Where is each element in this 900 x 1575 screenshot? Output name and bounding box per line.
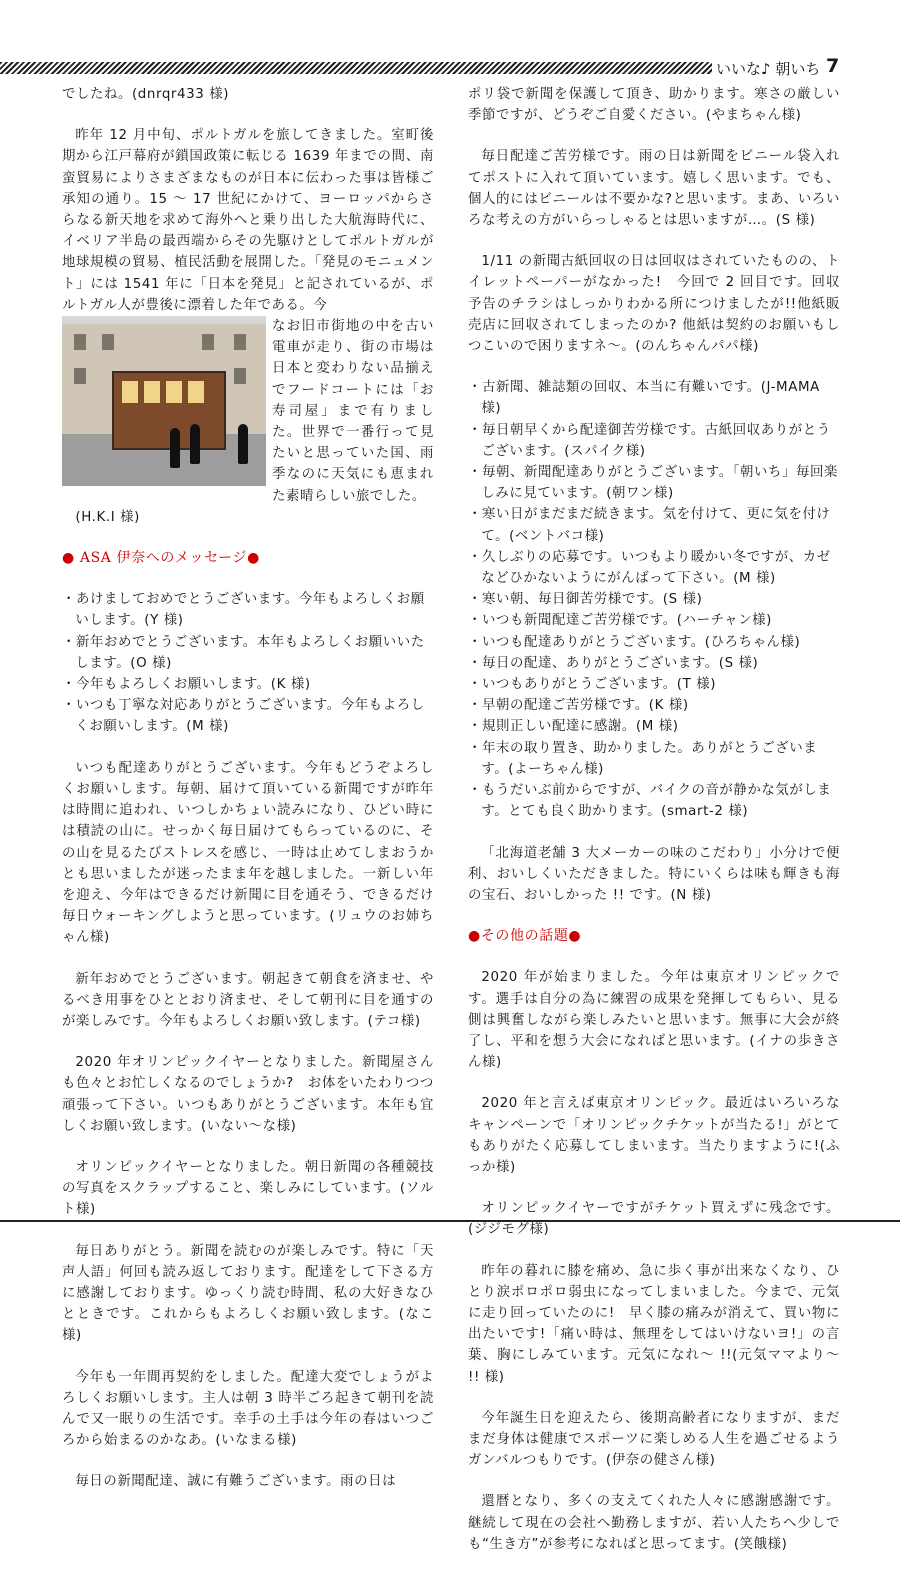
- photo-container: [62, 316, 266, 486]
- page-number: 7: [826, 55, 840, 77]
- message-item: ・新年おめでとうございます。本年もよろしくお願いいたします。(O 様): [62, 634, 425, 671]
- left-p4: 2020 年オリンピックイヤーとなりました。新聞屋さんも色々とお忙しくなるのでしょうか? お体をいたわりつつ頑張って下さい。いつもありがとうございます。本年も宜しくお願い致します。(いない～な様): [62, 1055, 434, 1134]
- message-item: ・古新聞、雑誌類の回収、本当に有難いです。(J-MAMA 様): [468, 380, 820, 417]
- message-item: ・寒い日がまだまだ続きます。気を付けて、更に気を付けて。(ベントバコ様): [468, 507, 831, 544]
- left-p1: 昨年 12 月中旬、ポルトガルを旅してきました。室町後期から江戸幕府が鎖国政策に転じる 1639 年までの間、南蛮貿易によりさまざまなものが日本に伝わった事は皆様ご承知の通り。15 ～ 17 世紀にかけて、ヨーロッパからさらなる新天地を求めて海外へと乗り出した大航海時代に、イベリア半島の最西端からその先駆けとしてポルトガルが地球規模の貿易、植民活動を展開した。「発見のモニュメント」には 1541 年に「日本を発見」と記されているが、ポルトガル人が豊後に漂着した年である。今: [62, 128, 434, 313]
- left-p7: 今年も一年間再契約をしました。配達大変でしょうがよろしくお願いします。主人は朝 3 時半ごろ起きて朝刊を読んで又一眠りの生活です。幸手の土手は今年の春はいつごろから始まるのかなあ。(いなまる様): [62, 1369, 434, 1449]
- header-title: いいな♪ 朝いち: [716, 60, 821, 78]
- right-p6: オリンピックイヤーですがチケット買えずに残念です。(ジジモグ様): [468, 1201, 840, 1238]
- header-hatch-bar: [0, 62, 712, 74]
- left-column: [62, 84, 434, 1513]
- right-p7: 昨年の暮れに膝を痛め、急に歩く事が出来なくなり、ひとり涙ポロポロ弱虫になってしまいました。今まで、元気に走り回っていたのに! 早く膝の痛みが消えて、買い物に出たいです!「痛い時は、無理をしてはいけないヨ!」の言葉、胸にしみています。元気になれ～ !!(元気ママより～ !! 様): [468, 1263, 840, 1385]
- right-p3: 「北海道老舗 3 大メーカーの味のこだわり」小分けで便利、おいしくいただきました。特にいくらは味も輝きも海の宝石、おいしかった !! です。(N 様): [468, 845, 840, 903]
- message-item: ・早朝の配達ご苦労様です。(K 様): [468, 698, 689, 714]
- left-p2: いつも配達ありがとうございます。今年もどうぞよろしくお願いします。毎朝、届けて頂いている新聞ですが昨年は時間に追われ、いつしかちょい読みになり、ひどい時には積読の山に。せっかく毎日届けてもらっているのに、その山を見るたびストレスを感じ、一時は止めてしまおうかとも思いましたが迷ったまま年を越しました。一新しい年を迎え、今年はできるだけ新聞に目を通そう、できるだけ毎日ウォーキングしようと思っています。(リュウのお姉ちゃん様): [62, 760, 434, 946]
- section-title-asa-message: ● ASA 伊奈へのメッセージ●: [62, 550, 260, 567]
- message-item: ・寒い朝、毎日御苦労様です。(S 様): [468, 592, 703, 608]
- right-p2: 1/11 の新聞古紙回収の日は回収はされていたものの、トイレットペーパーがなかった! 今回で 2 回目です。回収予告のチラシはしっかりわかる所につけましたが!!他紙販売店に回収されてしまったのか? 他紙は契約のお願いもしつこいので困りますネ～。(のんちゃんパパ様): [468, 254, 840, 355]
- message-item: ・毎日朝早くから配達御苦労様です。古紙回収ありがとうございます。(スパイク様): [468, 422, 831, 459]
- left-p3: 新年おめでとうございます。朝起きて朝食を済ませ、やるべき用事をひととおり済ませ、そして朝刊に目を通すのが楽しみです。今年もよろしくお願い致します。(テコ様): [62, 971, 434, 1029]
- message-item: ・もうだいぶ前からですが、バイクの音が静かな気がします。とても良く助かります。(smart-2 様): [468, 783, 832, 820]
- message-item: ・いつも丁寧な対応ありがとうございます。今年もよろしくお願いします。(M 様): [62, 698, 425, 735]
- left-p0: でしたね。(dnrqr433 様): [62, 87, 230, 102]
- left-p1b: なお旧市街地の中を古い電車が走り、街の市場は日本と変わりない品揃えでフードコートには「お寿司屋」まで有りました。世界で一番行って見たいと思っていた国、雨季なのに天気にも恵まれた素晴らしい旅でした。: [272, 319, 434, 504]
- lisbon-tram-photo: [62, 316, 266, 486]
- message-list-1: [62, 589, 434, 737]
- message-item: ・いつも新聞配達ご苦労様です。(ハーチャン様): [468, 613, 772, 629]
- footer-rule: [0, 1220, 900, 1222]
- page-header: [0, 56, 900, 80]
- message-list-2: [468, 377, 840, 822]
- left-p5: オリンピックイヤーとなりました。朝日新聞の各種競技の写真をスクラップすること、楽しみにしています。(ソルト様): [62, 1159, 434, 1218]
- right-p1: 毎日配達ご苦労様です。雨の日は新聞をビニール袋入れてポストに入れて頂いています。嬉しく思います。でも、個人的にはビニールは不要かな?と思います。まあ、いろいろな考えの方がいらっしゃるとは思いますが…。(S 様): [468, 149, 840, 229]
- right-p5: 2020 年と言えば東京オリンピック。最近はいろいろなキャンペーンで「オリンピックチケットが当たる!」がとてもありがたく応募してしまいます。当たりますように!(ふっか様): [468, 1096, 840, 1175]
- message-item: ・年末の取り置き、助かりました。ありがとうございます。(よーちゃん様): [468, 740, 818, 777]
- left-p6: 毎日ありがとう。新聞を読むのが楽しみです。特に「天声人語」何回も読み返しております。配達をして下さる方に感謝しております。ゆっくり読む時間、私の大好きなひとときです。これからもよろしくお願い致します。(なこ様): [62, 1243, 434, 1344]
- right-p8: 今年誕生日を迎えたら、後期高齢者になりますが、まだまだ身体は健康でスポーツに楽しめる人生を過ごせるようガンバルつもりです。(伊奈の健さん様): [468, 1410, 840, 1469]
- message-item: ・いつも配達ありがとうございます。(ひろちゃん様): [468, 634, 801, 650]
- section-title-other-topics: ●その他の話題●: [468, 928, 582, 945]
- message-item: ・あけましておめでとうございます。今年もよろしくお願いします。(Y 様): [62, 592, 425, 629]
- message-item: ・毎朝、新聞配達ありがとうございます。「朝いち」毎回楽しみに見ています。(朝ワン様): [468, 465, 838, 502]
- message-item: ・いつもありがとうございます。(T 様): [468, 677, 717, 693]
- message-item: ・久しぶりの応募です。いつもより暖かい冬ですが、カゼなどひかないようにがんばって下さい。(M 様): [468, 549, 831, 587]
- right-p9: 還暦となり、多くの支えてくれた人々に感謝感謝です。継続して現在の会社へ勤務しますが、若い人たちへ少しでも“生き方”が参考になればと思ってます。(笑餓様): [468, 1494, 840, 1552]
- right-p4: 2020 年が始まりました。今年は東京オリンピックです。選手は自分の為に練習の成果を発揮してもらい、見る側は興奮しながら楽しみたいと思います。無事に大会が終了し、平和を想う大会になればと思います。(イナの歩きさん様): [468, 970, 840, 1071]
- left-p1-signature: (H.K.I 様): [75, 509, 140, 525]
- left-p8: 毎日の新聞配達、誠に有難うございます。雨の日は: [75, 1474, 397, 1490]
- right-column: [468, 84, 840, 1575]
- message-item: ・規則正しい配達に感謝。(M 様): [468, 719, 679, 735]
- message-item: ・毎日の配達、ありがとうございます。(S 様): [468, 655, 759, 671]
- message-item: ・今年もよろしくお願いします。(K 様): [62, 677, 311, 693]
- right-p0: ポリ袋で新聞を保護して頂き、助かります。寒さの厳しい季節ですが、どうぞご自愛ください。(やまちゃん様): [468, 87, 840, 124]
